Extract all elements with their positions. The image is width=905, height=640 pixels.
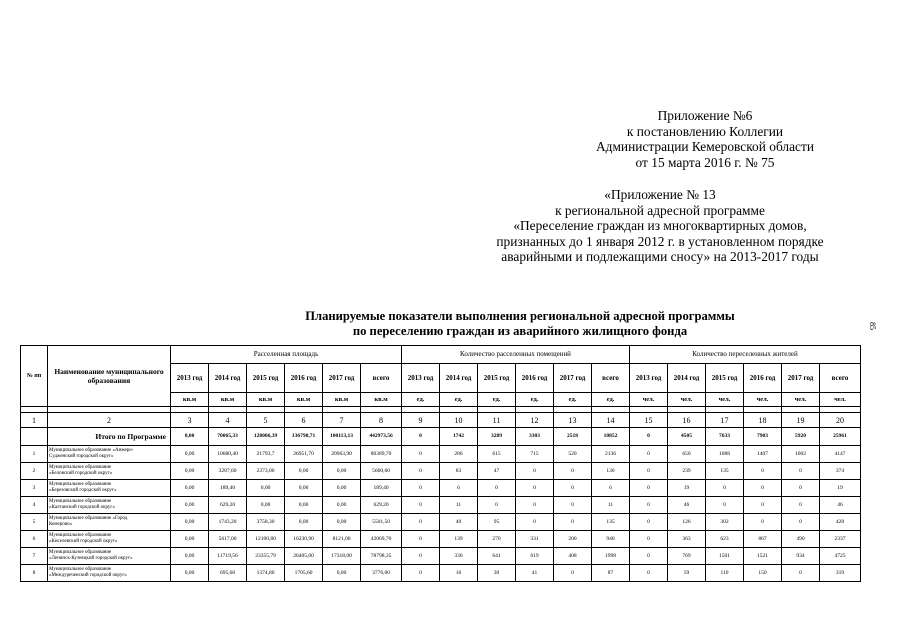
column-number-cell: 6 [285, 413, 323, 428]
value-cell: 5501,50 [361, 514, 402, 531]
municipality-name-cell [48, 446, 171, 463]
column-number-cell: 5 [247, 413, 285, 428]
value-cell: 1742 [440, 428, 478, 446]
value-cell: 0 [630, 531, 668, 548]
value-cell: 0 [516, 480, 554, 497]
column-number-cell: 17 [706, 413, 744, 428]
municipality-name-cell [48, 514, 171, 531]
value-cell: 0 [744, 514, 782, 531]
value-cell: 0 [402, 446, 440, 463]
value-cell: 100113,13 [323, 428, 361, 446]
value-cell: 0 [744, 480, 782, 497]
value-cell: 5660,60 [361, 463, 402, 480]
value-cell: 0 [554, 514, 592, 531]
unit-header: чел. [706, 393, 744, 407]
value-cell: 12100,80 [247, 531, 285, 548]
value-cell: 0 [516, 463, 554, 480]
value-cell: 442973,56 [361, 428, 402, 446]
value-cell: 3303 [516, 428, 554, 446]
value-cell: 0 [706, 480, 744, 497]
value-cell: 135 [706, 463, 744, 480]
column-number-cell: 11 [478, 413, 516, 428]
value-cell: 21793,7 [247, 446, 285, 463]
value-cell: 0,00 [323, 497, 361, 514]
column-number-cell: 8 [361, 413, 402, 428]
municipality-name-line: «Беловский городской округ» [49, 471, 113, 476]
value-cell: 0,00 [285, 480, 323, 497]
value-cell: 0 [630, 480, 668, 497]
page-number: 85 [868, 322, 877, 330]
municipality-name-cell [48, 531, 171, 548]
unit-header: ед. [440, 393, 478, 407]
value-cell: 0 [516, 514, 554, 531]
value-cell: 0 [630, 428, 668, 446]
value-cell: 0 [706, 497, 744, 514]
municipality-name-cell [48, 463, 171, 480]
appendix-13-line: «Приложение № 13 [604, 187, 716, 202]
column-number-cell: 12 [516, 413, 554, 428]
value-cell: 319 [820, 565, 861, 582]
value-cell: 1521 [744, 548, 782, 565]
column-number-cell: 15 [630, 413, 668, 428]
table-row [21, 531, 861, 548]
value-cell: 41 [516, 565, 554, 582]
value-cell: 0 [554, 463, 592, 480]
year-header: 2017 год [554, 364, 592, 393]
row-number-cell [21, 428, 48, 446]
year-header: 2014 год [209, 364, 247, 393]
unit-header: ед. [516, 393, 554, 407]
value-cell: 867 [744, 531, 782, 548]
column-number-cell: 9 [402, 413, 440, 428]
value-cell: 1743,20 [209, 514, 247, 531]
unit-header: чел. [744, 393, 782, 407]
unit-header: чел. [668, 393, 706, 407]
value-cell: 650 [668, 446, 706, 463]
year-header: 2016 год [516, 364, 554, 393]
value-cell: 8121,00 [323, 531, 361, 548]
unit-header: ед. [554, 393, 592, 407]
value-cell: 3758,30 [247, 514, 285, 531]
value-cell: 3287,60 [209, 463, 247, 480]
appendix-13-line: аварийными и подлежащими сносу» на 2013-2017 годы [501, 249, 819, 265]
unit-header: чел. [630, 393, 668, 407]
column-number-cell: 14 [592, 413, 630, 428]
appendix-6-line: Администрации Кемеровской области [595, 139, 815, 155]
value-cell: 0 [744, 463, 782, 480]
column-number-cell: 1 [21, 413, 48, 428]
unit-header: кв.м [171, 393, 209, 407]
indicators-table [20, 345, 861, 582]
value-cell: 0 [782, 480, 820, 497]
value-cell: 0,00 [171, 497, 209, 514]
municipality-name-line: «Киселевский городской округ» [49, 539, 118, 544]
value-cell: 11 [592, 497, 630, 514]
value-cell: 0 [402, 497, 440, 514]
value-cell: 0 [782, 514, 820, 531]
value-cell: 940 [592, 531, 630, 548]
value-cell: 629,20 [361, 497, 402, 514]
value-cell: 4725 [820, 548, 861, 565]
value-cell: 0 [554, 480, 592, 497]
value-cell: 0 [630, 497, 668, 514]
column-number-cell: 4 [209, 413, 247, 428]
value-cell: 1998 [592, 548, 630, 565]
table-row [21, 463, 861, 480]
municipality-name-line: Муниципальное образование [49, 481, 112, 487]
year-header: 2014 год [668, 364, 706, 393]
row-number-cell: 4 [21, 497, 48, 514]
document-title [250, 309, 790, 339]
value-cell: 80389,70 [361, 446, 402, 463]
value-cell: 615 [478, 446, 516, 463]
value-cell: 189,40 [209, 480, 247, 497]
value-cell: 19 [820, 480, 861, 497]
value-cell: 0 [402, 531, 440, 548]
value-cell: 302 [706, 514, 744, 531]
value-cell: 10852 [592, 428, 630, 446]
column-number-cell: 18 [744, 413, 782, 428]
value-cell: 83 [440, 463, 478, 480]
unit-header: кв.м [247, 393, 285, 407]
column-number-cell: 20 [820, 413, 861, 428]
value-cell: 130 [592, 463, 630, 480]
value-cell: 0,00 [323, 480, 361, 497]
value-cell: 2518 [554, 428, 592, 446]
value-cell: 623 [706, 531, 744, 548]
column-number-cell: 19 [782, 413, 820, 428]
value-cell: 189,40 [361, 480, 402, 497]
value-cell: 135 [592, 514, 630, 531]
municipality-name-line: «Междуреченский городской округ» [49, 573, 127, 578]
value-cell: 10680,40 [209, 446, 247, 463]
year-header: 2017 год [323, 364, 361, 393]
value-cell: 7903 [744, 428, 782, 446]
value-cell: 0 [554, 565, 592, 582]
column-number-cell: 2 [48, 413, 171, 428]
value-cell: 128006,39 [247, 428, 285, 446]
year-header: всего [592, 364, 630, 393]
value-cell: 110 [706, 565, 744, 582]
value-cell: 40 [440, 514, 478, 531]
value-cell: 16 [440, 565, 478, 582]
value-cell: 0,00 [323, 463, 361, 480]
value-cell: 16230,90 [285, 531, 323, 548]
value-cell: 0,00 [171, 548, 209, 565]
value-cell: 0 [478, 480, 516, 497]
value-cell: 95 [478, 514, 516, 531]
table-row [21, 565, 861, 582]
value-cell: 0 [630, 514, 668, 531]
value-cell: 0,00 [171, 531, 209, 548]
value-cell: 0 [402, 565, 440, 582]
value-cell: 11719,56 [209, 548, 247, 565]
table-row-total [21, 428, 861, 446]
column-header-name: Наименование муниципального образования [48, 346, 171, 407]
value-cell: 0 [782, 497, 820, 514]
table-row [21, 548, 861, 565]
value-cell: 520 [554, 446, 592, 463]
municipality-name-line: Муниципальное образование «Город [49, 515, 128, 521]
unit-header: кв.м [323, 393, 361, 407]
title-line: Планируемые показатели выполнения региональной адресной программы [305, 309, 735, 323]
value-cell: 0 [478, 497, 516, 514]
value-cell: 19 [668, 480, 706, 497]
value-cell: 695,60 [209, 565, 247, 582]
group-header: Расселенная площадь [171, 346, 402, 364]
value-cell: 428 [820, 514, 861, 531]
value-cell: 0,00 [171, 480, 209, 497]
value-cell: 0,00 [285, 497, 323, 514]
municipality-name-line: Муниципальное образование [49, 566, 112, 572]
value-cell: 6 [592, 480, 630, 497]
value-cell: 47 [478, 463, 516, 480]
value-cell: 0 [516, 497, 554, 514]
value-cell: 363 [668, 531, 706, 548]
value-cell: 4505 [668, 428, 706, 446]
value-cell: 1407 [744, 446, 782, 463]
unit-header: ед. [592, 393, 630, 407]
value-cell: 46 [668, 497, 706, 514]
row-number-cell: 7 [21, 548, 48, 565]
municipality-name-line: Муниципальное образование «Анжеро- [49, 447, 134, 453]
value-cell: 1501 [706, 548, 744, 565]
row-number-cell: 2 [21, 463, 48, 480]
value-cell: 330 [440, 548, 478, 565]
value-cell: 139 [440, 531, 478, 548]
value-cell: 286 [440, 446, 478, 463]
value-cell: 0 [630, 548, 668, 565]
year-header: 2013 год [171, 364, 209, 393]
value-cell: 200 [554, 531, 592, 548]
value-cell: 11 [440, 497, 478, 514]
value-cell: 0,00 [285, 514, 323, 531]
value-cell: 0 [402, 548, 440, 565]
table-row [21, 446, 861, 463]
group-header: Количество расселенных помещений [402, 346, 630, 364]
municipality-name-cell [48, 480, 171, 497]
value-cell: 5920 [782, 428, 820, 446]
appendix-13-line: к региональной адресной программе [555, 202, 765, 218]
value-cell: 374 [820, 463, 861, 480]
year-header: всего [820, 364, 861, 393]
value-cell: 1374,80 [247, 565, 285, 582]
value-cell: 126 [668, 514, 706, 531]
table-row [21, 480, 861, 497]
value-cell: 2337 [820, 531, 861, 548]
appendix-6-line: от 15 марта 2016 г. № 75 [635, 154, 775, 170]
value-cell: 0,00 [171, 428, 209, 446]
column-number-cell: 10 [440, 413, 478, 428]
column-number-cell: 16 [668, 413, 706, 428]
table-row [21, 514, 861, 531]
unit-header: ед. [402, 393, 440, 407]
year-header: 2016 год [285, 364, 323, 393]
year-header: 2015 год [247, 364, 285, 393]
unit-header: кв.м [285, 393, 323, 407]
value-cell: 3776,00 [361, 565, 402, 582]
municipality-name-line: Муниципальное образование [49, 464, 112, 470]
value-cell: 331 [516, 531, 554, 548]
row-number-cell: 1 [21, 446, 48, 463]
table-row [21, 497, 861, 514]
value-cell: 629,20 [209, 497, 247, 514]
appendix-13-header [460, 187, 860, 265]
value-cell: 0 [402, 463, 440, 480]
value-cell: 0,00 [247, 480, 285, 497]
municipality-name-cell [48, 548, 171, 565]
value-cell: 239 [668, 463, 706, 480]
value-cell: 0 [782, 565, 820, 582]
group-header: Количество переселенных жителей [630, 346, 861, 364]
unit-header: ед. [478, 393, 516, 407]
value-cell: 0 [630, 463, 668, 480]
value-cell: 150 [744, 565, 782, 582]
value-cell: 4147 [820, 446, 861, 463]
column-number-cell: 3 [171, 413, 209, 428]
value-cell: 408 [554, 548, 592, 565]
appendix-6-header [555, 108, 855, 170]
value-cell: 619 [516, 548, 554, 565]
municipality-name-line: Судженский городской округ» [49, 454, 114, 459]
value-cell: 25961 [820, 428, 861, 446]
value-cell: 0,00 [285, 463, 323, 480]
year-header: 2016 год [744, 364, 782, 393]
value-cell: 0 [630, 565, 668, 582]
value-cell: 0,00 [171, 565, 209, 582]
municipality-name-line: Муниципальное образование [49, 549, 112, 555]
municipality-name-line: «Ленинск-Кузнецкий городской округ» [49, 556, 133, 561]
value-cell: 2136 [592, 446, 630, 463]
municipality-name-line: Муниципальное образование [49, 532, 112, 538]
value-cell: 490 [782, 531, 820, 548]
value-cell: 934 [782, 548, 820, 565]
municipality-name-line: «Березовский городской округ» [49, 488, 117, 493]
value-cell: 6 [440, 480, 478, 497]
value-cell: 87 [592, 565, 630, 582]
year-header: 2015 год [478, 364, 516, 393]
appendix-13-line: «Переселение граждан из многоквартирных домов, [513, 218, 807, 234]
column-number-cell: 13 [554, 413, 592, 428]
column-header-no: № пп [21, 346, 48, 407]
municipality-name-line: Муниципальное образование [49, 498, 112, 504]
year-header: 2013 год [402, 364, 440, 393]
value-cell: 0 [782, 463, 820, 480]
value-cell: 2373,00 [247, 463, 285, 480]
year-header: 2017 год [782, 364, 820, 393]
value-cell: 0,00 [323, 565, 361, 582]
appendix-13-line: признанных до 1 января 2012 г. в установленном порядке [496, 233, 824, 249]
row-number-cell: 8 [21, 565, 48, 582]
value-cell: 136798,71 [285, 428, 323, 446]
value-cell: 0 [402, 428, 440, 446]
value-cell: 270 [478, 531, 516, 548]
unit-header: кв.м [209, 393, 247, 407]
value-cell: 0 [744, 497, 782, 514]
appendix-6-line: Приложение №6 [657, 108, 753, 123]
value-cell: 1088 [706, 446, 744, 463]
value-cell: 70065,33 [209, 428, 247, 446]
value-cell: 23355,79 [247, 548, 285, 565]
value-cell: 26951,70 [285, 446, 323, 463]
unit-header: чел. [782, 393, 820, 407]
value-cell: 5617,00 [209, 531, 247, 548]
value-cell: 0 [630, 446, 668, 463]
appendix-6-line: к постановлению Коллегии [626, 123, 784, 139]
municipality-name-line: Кемерово» [49, 522, 73, 527]
row-number-cell: 5 [21, 514, 48, 531]
value-cell: 30 [478, 565, 516, 582]
value-cell: 17318,00 [323, 548, 361, 565]
value-cell: 59 [668, 565, 706, 582]
value-cell: 0,00 [323, 514, 361, 531]
value-cell: 769 [668, 548, 706, 565]
municipality-name-cell [48, 497, 171, 514]
total-label: Итого по Программе [48, 428, 171, 446]
value-cell: 1002 [782, 446, 820, 463]
municipality-name-line: «Калтанский городской округ» [49, 505, 115, 510]
column-number-cell: 7 [323, 413, 361, 428]
value-cell: 0,00 [171, 514, 209, 531]
unit-header: кв.м [361, 393, 402, 407]
row-number-cell: 3 [21, 480, 48, 497]
year-header: всего [361, 364, 402, 393]
title-line: по переселению граждан из аварийного жилищного фонда [352, 324, 688, 338]
row-number-cell: 6 [21, 531, 48, 548]
value-cell: 0,00 [171, 463, 209, 480]
value-cell: 3289 [478, 428, 516, 446]
value-cell: 715 [516, 446, 554, 463]
value-cell: 7633 [706, 428, 744, 446]
value-cell: 0 [554, 497, 592, 514]
value-cell: 0 [402, 480, 440, 497]
value-cell: 0,00 [171, 446, 209, 463]
value-cell: 1705,60 [285, 565, 323, 582]
year-header: 2013 год [630, 364, 668, 393]
year-header: 2014 год [440, 364, 478, 393]
unit-header: чел. [820, 393, 861, 407]
value-cell: 46 [820, 497, 861, 514]
municipality-name-cell [48, 565, 171, 582]
value-cell: 641 [478, 548, 516, 565]
value-cell: 0,00 [247, 497, 285, 514]
value-cell: 20963,90 [323, 446, 361, 463]
value-cell: 26405,00 [285, 548, 323, 565]
value-cell: 42069,70 [361, 531, 402, 548]
value-cell: 78798,35 [361, 548, 402, 565]
value-cell: 0 [402, 514, 440, 531]
year-header: 2015 год [706, 364, 744, 393]
